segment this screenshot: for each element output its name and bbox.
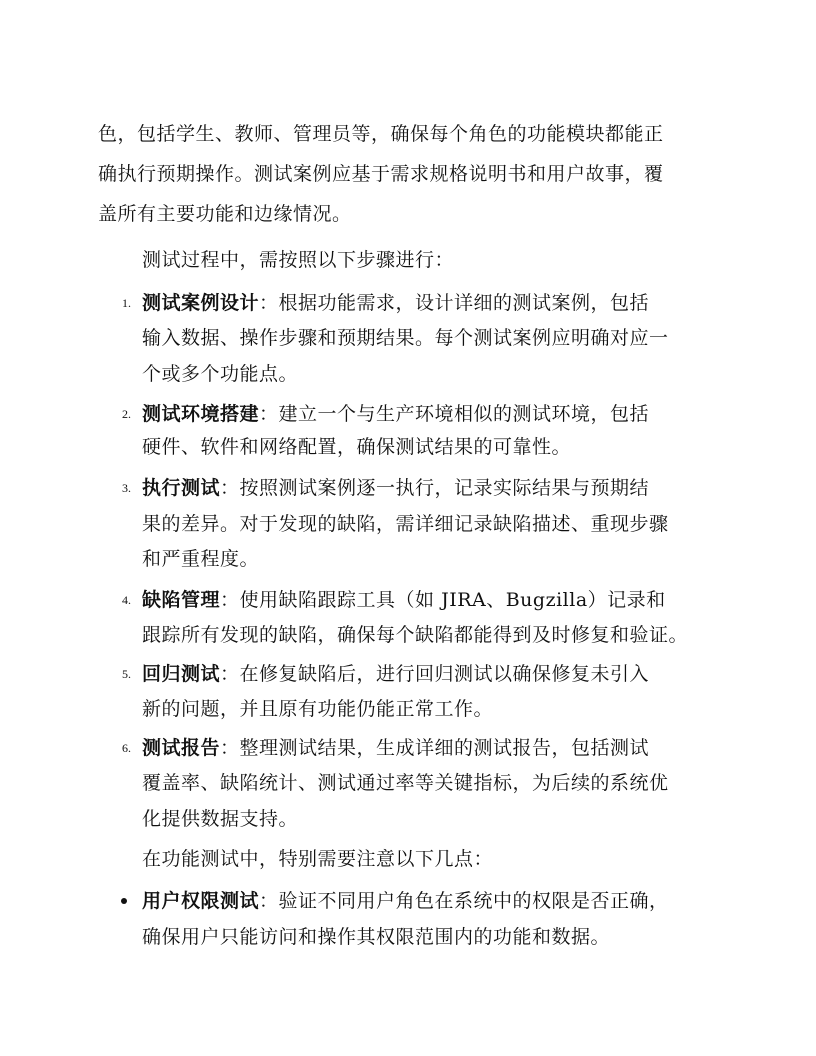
step-2-colon: ： — [259, 403, 279, 425]
step-3-line-1 — [142, 474, 649, 502]
step-2-number: 2. — [122, 407, 131, 421]
step-5-colon: ： — [220, 663, 240, 685]
step-3-number: 3. — [122, 481, 131, 495]
intro-line-1: 色，包括学生、教师、管理员等，确保每个角色的功能模块都能正 — [98, 123, 664, 145]
step-1-number: 1. — [122, 296, 131, 310]
step-1-term: 测试案例设计 — [142, 292, 260, 314]
step-3-colon: ： — [220, 477, 240, 499]
step-4-term: 缺陷管理 — [142, 589, 221, 611]
intro-line-2: 确执行预期操作。测试案例应基于需求规格说明书和用户故事，覆 — [98, 163, 664, 185]
step-6-number: 6. — [122, 741, 131, 755]
step-4-line-1 — [142, 586, 666, 614]
bullet-1-text-1: 验证不同用户角色在系统中的权限是否正确， — [278, 890, 669, 912]
step-6-line-1 — [142, 734, 649, 762]
step-4-colon: ： — [220, 589, 240, 611]
step-2-line-1 — [142, 400, 649, 428]
step-6-text-1: 整理测试结果，生成详细的测试报告，包括测试 — [239, 737, 650, 759]
step-3-line-3: 和严重程度。 — [142, 548, 260, 570]
bullet-1-line-2: 确保用户只能访问和操作其权限范围内的功能和数据。 — [142, 926, 611, 948]
step-1-line-1 — [142, 289, 649, 317]
step-6-line-3: 化提供数据支持。 — [142, 808, 299, 830]
step-1-text-1: 根据功能需求，设计详细的测试案例，包括 — [278, 292, 650, 314]
step-4-line-2: 跟踪所有发现的缺陷，确保每个缺陷都能得到及时修复和验证。 — [142, 624, 689, 646]
step-3-line-2: 果的差异。对于发现的缺陷，需详细记录缺陷描述、重现步骤 — [142, 513, 669, 535]
step-4-number: 4. — [122, 593, 131, 607]
step-1-colon: ： — [259, 292, 279, 314]
step-3-term: 执行测试 — [142, 477, 221, 499]
step-5-line-1 — [142, 660, 649, 688]
step-5-text-1: 在修复缺陷后，进行回归测试以确保修复未引入 — [239, 663, 650, 685]
step-1-line-2: 输入数据、操作步骤和预期结果。每个测试案例应明确对应一 — [142, 327, 669, 349]
step-3-text-1: 按照测试案例逐一执行，记录实际结果与预期结 — [239, 477, 650, 499]
process-intro: 测试过程中，需按照以下步骤进行： — [142, 249, 455, 271]
bullet-dot-icon — [121, 898, 127, 904]
step-4-text-1: 使用缺陷跟踪工具（如 JIRA、Bugzilla）记录和 — [239, 589, 666, 611]
step-5-line-2: 新的问题，并且原有功能仍能正常工作。 — [142, 698, 494, 720]
step-2-term: 测试环境搭建 — [142, 403, 260, 425]
attention-intro: 在功能测试中，特别需要注意以下几点： — [142, 848, 494, 870]
bullet-1-colon: ： — [259, 890, 279, 912]
step-6-term: 测试报告 — [142, 737, 221, 759]
step-2-line-2: 硬件、软件和网络配置，确保测试结果的可靠性。 — [142, 436, 572, 458]
step-6-colon: ： — [220, 737, 240, 759]
bullet-1-term: 用户权限测试 — [142, 890, 260, 912]
step-5-term: 回归测试 — [142, 663, 221, 685]
bullet-1-line-1 — [142, 887, 669, 915]
step-1-line-3: 个或多个功能点。 — [142, 363, 299, 385]
step-5-number: 5. — [122, 667, 131, 681]
intro-line-3: 盖所有主要功能和边缘情况。 — [98, 203, 352, 225]
step-6-line-2: 覆盖率、缺陷统计、测试通过率等关键指标，为后续的系统优 — [142, 772, 669, 794]
step-2-text-1: 建立一个与生产环境相似的测试环境，包括 — [278, 403, 650, 425]
